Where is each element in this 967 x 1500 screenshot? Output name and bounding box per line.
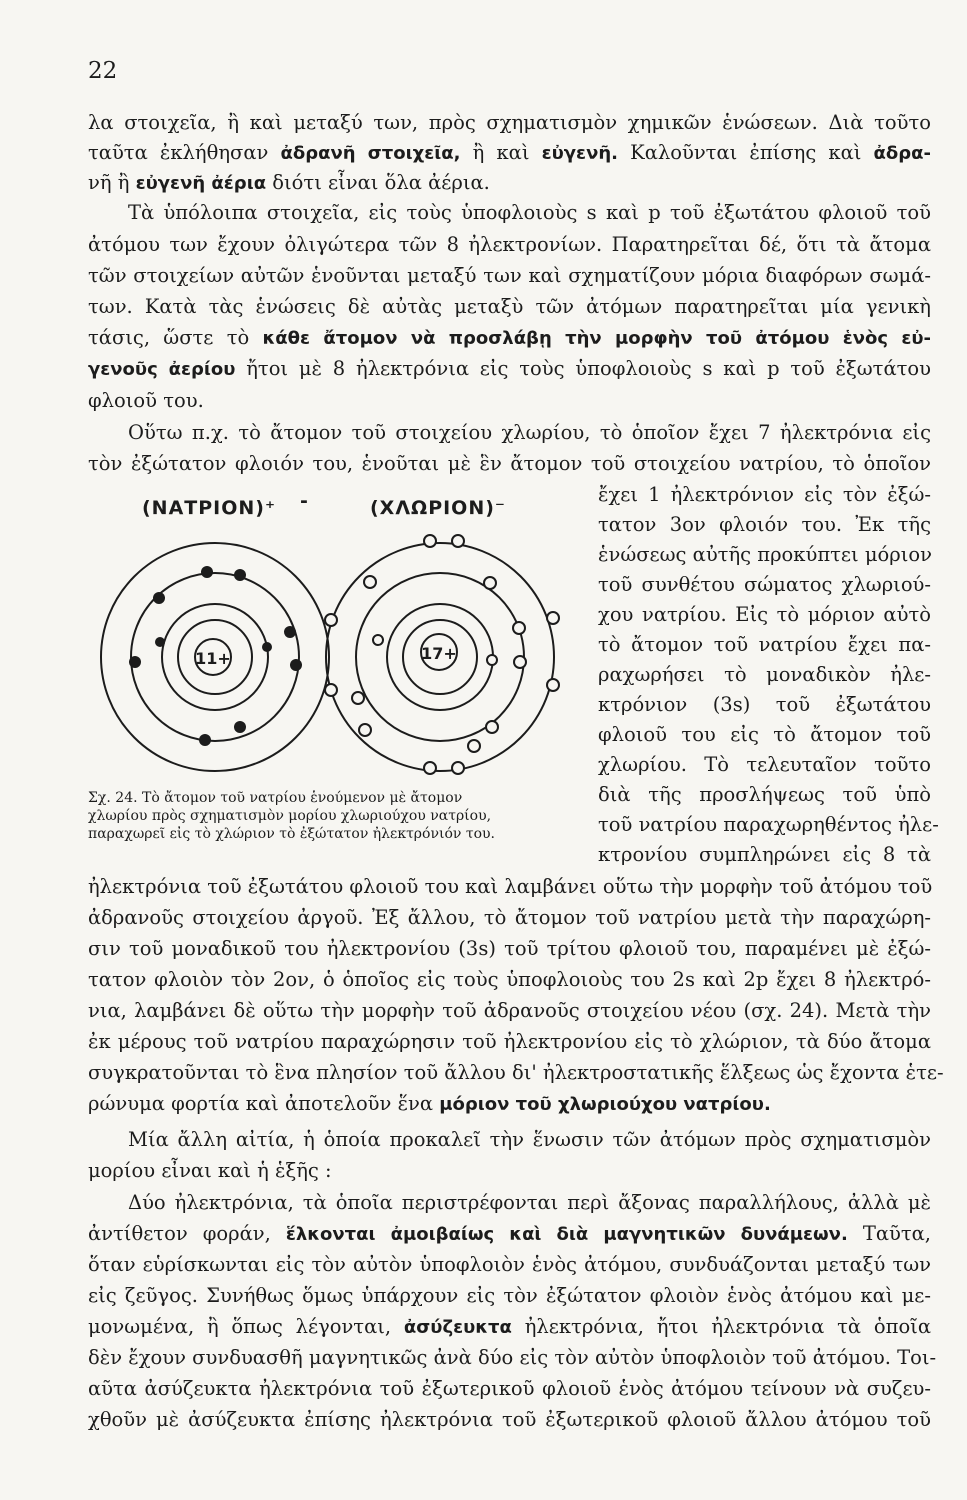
electron (284, 626, 296, 638)
bold-term: εὐγενῆ. (541, 143, 618, 164)
text-line: Δύο ἠλεκτρόνια, τὰ ὁποῖα περιστρέφονται περὶ ἄξονας παραλλήλους, ἀλλὰ μὲ (128, 1191, 931, 1214)
bold-term: εὐγενῆ ἀέρια (135, 173, 267, 194)
electron (452, 762, 464, 774)
electron (547, 679, 559, 691)
bold-term: ἀσύζευκτα (403, 1317, 512, 1338)
electron (513, 622, 525, 634)
text-line: φλοιοῦ του. (88, 389, 204, 412)
text-line: σιν τοῦ μοναδικοῦ του ἠλεκτρονίου (3s) τοῦ τρίτου φλοιοῦ του, παραμένει μὲ ἐξώ- (88, 937, 931, 960)
electron (484, 577, 496, 589)
text-line: αῦτα ἀσύζευκτα ἠλεκτρόνια τοῦ ἐξωτερικοῦ φλοιοῦ ἑνὸς ἀτόμου τείνουν νὰ συζευ- (88, 1377, 931, 1400)
page-number: 22 (88, 58, 118, 84)
text-line: Οὕτω π.χ. τὸ ἄτομον τοῦ στοιχείου χλωρίου, τὸ ὁποῖον ἔχει 7 ἠλεκτρόνια εἰς (128, 421, 931, 444)
text-line: τατον 3ον φλοιόν του. Ἐκ τῆς (598, 513, 931, 536)
figure-caption-line: παραχωρεῖ εἰς τὸ χλώριον τὸ ἐξώτατον ἠλεκτρόνιόν του. (88, 826, 495, 842)
bold-term: ἀδρα- (873, 143, 931, 164)
electron (424, 535, 436, 547)
text-line: ταῦτα ἐκλήθησαν ἀδρανῆ στοιχεῖα, ἢ καὶ εὐγενῆ. Καλοῦνται ἐπίσης καὶ ἀδρα- (88, 141, 931, 164)
text-line: ἑνώσεως αὐτῆς προκύπτει μόριον (598, 543, 932, 566)
electron (325, 684, 337, 696)
cl-nucleus-label: 17+ (421, 644, 457, 663)
electron (201, 566, 213, 578)
text-line: τάσις, ὥστε τὸ κάθε ἄτομον νὰ προσλάβῃ τὴν μορφὴν τοῦ ἀτόμου ἑνὸς εὐ- (88, 326, 931, 349)
electron (547, 612, 559, 624)
text-line: ρώνυμα φορτία καὶ ἀποτελοῦν ἕνα μόριον τοῦ χλωριούχου νατρίου. (88, 1092, 771, 1115)
text-line: τατον φλοιὸν τὸν 2ον, ὁ ὁποῖος εἰς τοὺς ὑποφλοιοὺς του 2s καὶ 2p ἔχει 8 ἠλεκτρό- (88, 968, 931, 991)
electron (262, 642, 272, 652)
text-line: μορίου εἶναι καὶ ἡ ἑξῆς : (88, 1159, 332, 1182)
electron (364, 576, 376, 588)
na-nucleus-label: 11+ (195, 649, 231, 668)
electron (290, 659, 302, 671)
electron (514, 656, 526, 668)
text-line: κτρόνιον (3s) τοῦ ἐξωτάτου (598, 693, 931, 716)
text-line: λα στοιχεῖα, ἢ καὶ μεταξύ των, πρὸς σχηματισμὸν χημικῶν ἑνώσεων. Διὰ τοῦτο (88, 111, 931, 134)
text-line: γενοῦς ἀερίου ἤτοι μὲ 8 ἠλεκτρόνια εἰς τοὺς ὑποφλοιοὺς s καὶ p τοῦ ἐξωτάτου (88, 357, 931, 380)
text-line: τοῦ συνθέτου σώματος χλωριού- (598, 573, 931, 596)
text-line: κτρονίου συμπληρώνει εἰς 8 τὰ (598, 843, 931, 866)
bold-term: γενοῦς ἀερίου (88, 359, 236, 380)
bold-term: κάθε ἄτομον νὰ προσλάβῃ τὴν μορφὴν τοῦ ἀτόμου ἑνὸς εὐ- (262, 328, 931, 349)
text-line: διὰ τῆς προσλήψεως τοῦ ὑπὸ (598, 783, 931, 806)
text-line: νῆ ἢ εὐγενῆ ἀέρια διότι εἶναι ὅλα ἀέρια. (88, 171, 490, 194)
text-line: νια, λαμβάνει δὲ οὕτω τὴν μορφὴν τοῦ ἀδρανοῦς στοιχείου νέου (σχ. 24). Μετὰ τὴν (88, 999, 931, 1022)
label-dash: - (300, 490, 309, 512)
electron (352, 692, 364, 704)
electron (373, 635, 383, 645)
figure-caption-line: χλωρίου πρὸς σχηματισμὸν μορίου χλωριούχου νατρίου, (88, 808, 492, 824)
text-line: Τὰ ὑπόλοιπα στοιχεῖα, εἰς τοὺς ὑποφλοιοὺς s καὶ p τοῦ ἐξωτάτου φλοιοῦ τοῦ (128, 201, 931, 224)
text-line: τὸν ἐξώτατον φλοιόν του, ἑνοῦται μὲ ἓν ἄτομον τοῦ στοιχείου νατρίου, τὸ ὁποῖον (88, 452, 931, 475)
bold-term: ἕλκονται ἀμοιβαίως καὶ διὰ μαγνητικῶν δυνάμεων. (285, 1224, 848, 1245)
text-line: ἠλεκτρόνια τοῦ ἐξωτάτου φλοιοῦ του καὶ λαμβάνει οὕτω τὴν μορφὴν τοῦ ἀτόμου τοῦ (88, 875, 933, 898)
text-line: ἀτόμου των ἔχουν ὀλιγώτερα τῶν 8 ἠλεκτρονίων. Παρατηρεῖται δέ, ὅτι τὰ ἄτομα (88, 233, 931, 256)
text-line: τοῦ νατρίου παραχωρηθέντος ἠλε- (598, 813, 939, 836)
electron (452, 535, 464, 547)
label-chlorine: (ΧΛΩΡΙΟΝ)⁻ (370, 497, 506, 519)
text-line: ὅταν εὑρίσκωνται εἰς τὸν αὐτὸν ὑποφλοιὸν ἑνὸς ἀτόμου, συνδυάζονται μεταξύ των (88, 1253, 931, 1276)
label-sodium: (ΝΑΤΡΙΟΝ)⁺ (142, 497, 277, 519)
text-line: χλωρίου. Τὸ τελευταῖον τοῦτο (598, 753, 931, 776)
electron (234, 569, 246, 581)
text-line: Μία ἄλλη αἰτία, ἡ ὁποία προκαλεῖ τὴν ἕνωσιν τῶν ἀτόμων πρὸς σχηματισμὸν (128, 1128, 931, 1151)
electron (424, 762, 436, 774)
text-line: τῶν στοιχείων αὐτῶν ἑνοῦνται μεταξύ των καὶ σχηματίζουν μόρια διαφόρων σωμά- (88, 264, 931, 287)
bold-term: μόριον τοῦ χλωριούχου νατρίου. (439, 1094, 771, 1115)
electron (153, 592, 165, 604)
text-line: δὲν ἔχουν συνδυασθῆ μαγνητικῶς ἀνὰ δύο εἰς τὸν αὐτὸν ὑποφλοιὸν τοῦ ἀτόμου. Τοι- (88, 1346, 937, 1369)
text-line: ἐκ μέρους τοῦ νατρίου παραχώρησιν τοῦ ἠλεκτρονίου εἰς τὸ χλώριον, τὰ δύο ἄτομα (88, 1030, 931, 1053)
text-line: συγκρατοῦνται τὸ ἓνα πλησίον τοῦ ἄλλου δι' ἠλεκτροστατικῆς ἕλξεως ὡς ἔχοντα ἑτε- (88, 1061, 944, 1084)
text-line: μονωμένα, ἢ ὅπως λέγονται, ἀσύζευκτα ἠλεκτρόνια, ἤτοι ἠλεκτρόνια τὰ ὁποῖα (88, 1315, 931, 1338)
electron (468, 740, 480, 752)
electron (325, 614, 337, 626)
text-line: των. Κατὰ τὰς ἑνώσεις δὲ αὐτὰς μεταξὺ τῶν ἀτόμων παρατηρεῖται μία γενικὴ (88, 295, 931, 318)
text-line: χου νατρίου. Εἰς τὸ μόριον αὐτὸ (598, 603, 931, 626)
electron (129, 656, 141, 668)
electron (234, 721, 246, 733)
text-line: φλοιοῦ του εἰς τὸ ἄτομον τοῦ (598, 723, 931, 746)
text-line: εἰς ζεῦγος. Συνήθως ὅμως ὑπάρχουν εἰς τὸν ἐξώτατον φλοιὸν ἑνὸς ἀτόμου καὶ με- (88, 1284, 931, 1307)
bold-term: ἀδρανῆ στοιχεῖα, (280, 143, 461, 164)
text-line: ἀντίθετον φοράν, ἕλκονται ἀμοιβαίως καὶ διὰ μαγνητικῶν δυνάμεων. Ταῦτα, (88, 1222, 931, 1245)
electron (487, 655, 497, 665)
text-line: χθοῦν μὲ ἀσύζευκτα ἐπίσης ἠλεκτρόνια τοῦ ἐξωτερικοῦ φλοιοῦ ἄλλου ἀτόμου τοῦ (88, 1408, 931, 1431)
text-line: τὸ ἄτομον τοῦ νατρίου ἔχει πα- (598, 633, 931, 656)
electron (359, 724, 371, 736)
electron (155, 637, 165, 647)
electron (199, 734, 211, 746)
text-line: ἀδρανοῦς στοιχείου ἀργοῦ. Ἐξ ἄλλου, τὸ ἄτομον τοῦ νατρίου μετὰ τὴν παραχώρη- (88, 906, 931, 929)
figure-caption-line: Σχ. 24. Τὸ ἄτομον τοῦ νατρίου ἑνούμενον μὲ ἄτομον (88, 790, 463, 806)
electron (486, 721, 498, 733)
text-line: ραχωρήσει τὸ μοναδικὸν ἠλε- (598, 663, 931, 686)
text-line: ἔχει 1 ἠλεκτρόνιον εἰς τὸν ἐξώ- (598, 483, 931, 506)
